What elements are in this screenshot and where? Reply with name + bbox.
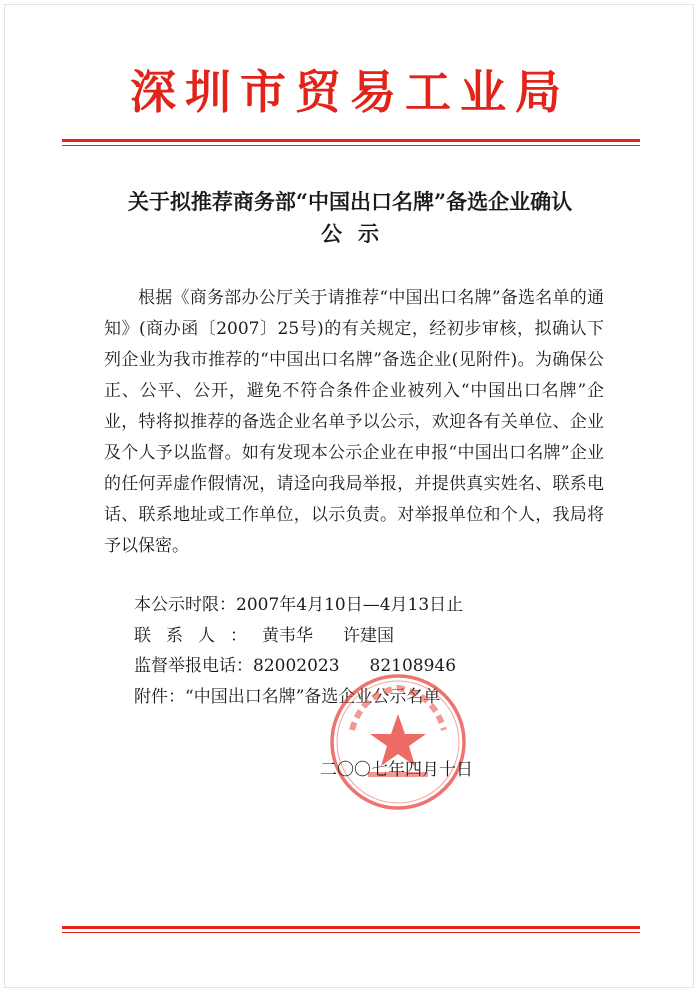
- attachment-value: “中国出口名牌”备选企业公示名单: [185, 686, 441, 707]
- footer-rule-thick: [62, 926, 640, 929]
- contact-row: [134, 621, 614, 652]
- signature-date: 二〇〇七年四月十日: [320, 760, 473, 780]
- phone-1: 82002023: [253, 656, 340, 676]
- contact-person-1: 黄韦华: [262, 625, 313, 646]
- document-subtitle: 公示: [321, 221, 395, 246]
- phone-label: 监督举报电话：: [134, 656, 253, 676]
- attachment-label: 附件：: [134, 686, 185, 707]
- period-label: 本公示时限：: [134, 595, 236, 615]
- document-title: 关于拟推荐商务部“中国出口名牌”备选企业确认: [127, 189, 573, 214]
- official-seal-stamp: [328, 672, 468, 812]
- body-paragraph: 根据《商务部办公厅关于请推荐“中国出口名牌”备选名单的通知》(商办函〔2007〕25号)的有关规定，经初步审核，拟确认下列企业为我市推荐的“中国出口名牌”备选企业(见附件)。为确保公正、公平、公开，避免不符合条件企业被列入“中国出口名牌”企业，特将拟推荐的备选企业名单予以公示，欢迎各有关单位、企业及个人予以监督。如有发现本公示企业在申报“中国出口名牌”企业的任何弄虚作假情况，请迳向我局举报，并提供真实姓名、联系电话、联系地址或工作单位，以示负责。对举报单位和个人，我局将予以保密。: [104, 288, 604, 556]
- phone-2: 82108946: [369, 656, 457, 676]
- masthead-rule-thin: [62, 145, 640, 146]
- masthead-rule-thick: [62, 139, 640, 142]
- organization-masthead: 深圳市贸易工业局: [130, 65, 570, 119]
- period-row: [134, 590, 614, 621]
- contact-person-2: 许建国: [343, 625, 394, 646]
- footer-rule-thin: [62, 932, 640, 933]
- period-value: 2007年4月10日—4月13日止: [236, 595, 464, 615]
- contact-label: 联系人：: [134, 625, 262, 646]
